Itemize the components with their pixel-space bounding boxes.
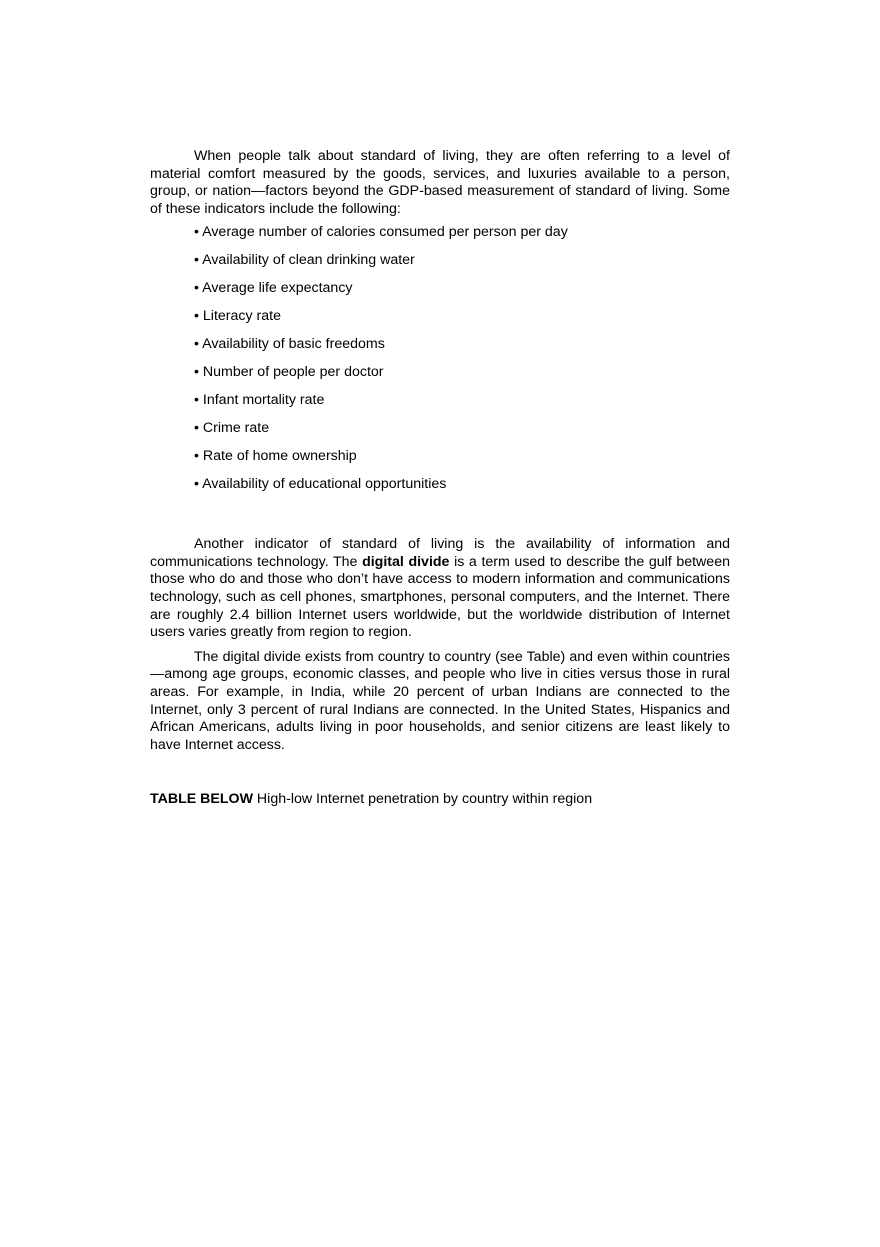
list-item: • Infant mortality rate [194,392,325,409]
list-item: • Literacy rate [194,308,281,325]
table-caption-label: TABLE BELOW [150,791,253,808]
document-page [150,148,730,809]
country-divide-paragraph: The digital divide exists from country to country (see Table) and even within countries—among age groups, economic classes, and people who live in cities versus those in rural areas. For example, in India, while 20 percent of urban Indians are connected to the Internet, only 3 percent of rural Indians are connected. In the United States, Hispanics and African Americans, adults living in poor households, and senior citizens are least likely to have Internet access. [150,648,730,753]
indicator-list [194,224,730,493]
list-item: • Number of people per doctor [194,364,384,381]
table-caption [150,791,730,809]
digital-divide-paragraph [150,536,730,642]
list-item: • Rate of home ownership [194,448,357,465]
list-item: • Average life expectancy [194,280,353,297]
paragraph-text: Another indicator of standard of living is the availability of information and communications technology. The [150,536,730,570]
digital-divide-term: digital divide [362,553,450,570]
list-item: • Availability of basic freedoms [194,336,385,353]
list-item: • Average number of calories consumed per person per day [194,224,568,241]
intro-paragraph: When people talk about standard of living, they are often referring to a level of material comfort measured by the goods, services, and luxuries available to a person, group, or nation—factors beyond the GDP-based measurement of standard of living. Some of these indicators include the following: [150,148,730,217]
paragraph-text: is a term used to describe the gulf between those who do and those who don’t have access to modern information and communications technology, such as cell phones, smartphones, personal computers, and the Internet. There are roughly 2.4 billion Internet users worldwide, but the worldwide distribution of Internet users varies greatly from region to region. [150,553,730,641]
table-caption-text: High-low Internet penetration by country within region [252,791,593,808]
list-item: • Crime rate [194,420,270,437]
list-item: • Availability of educational opportunities [194,476,447,493]
list-item: • Availability of clean drinking water [194,252,415,269]
